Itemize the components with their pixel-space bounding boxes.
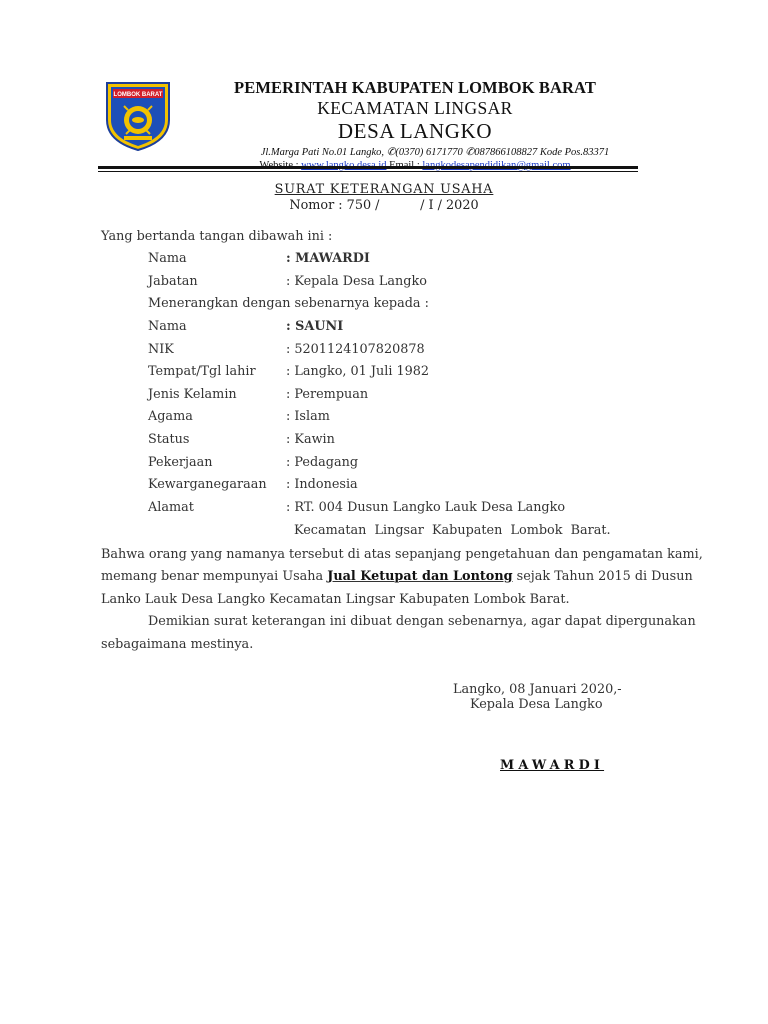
signature-place-date: Langko, 08 Januari 2020,- xyxy=(453,682,622,697)
body-line-1: Bahwa orang yang namanya tersebut di atas sepanjang pengetahuan dan pengamatan kami, xyxy=(101,547,703,562)
letterhead xyxy=(180,78,650,172)
body-line-4: Demikian surat keterangan ini dibuat dengan sebenarnya, agar dapat dipergunakan xyxy=(148,614,696,629)
body-line-3: Lanko Lauk Desa Langko Kecamatan Lingsar Kabupaten Lombok Barat. xyxy=(101,592,570,607)
subject-label-status: Status xyxy=(148,432,190,447)
body-line-2 xyxy=(101,569,693,584)
subject-label-alamat: Alamat xyxy=(148,500,194,515)
subject-value-status: : Kawin xyxy=(286,432,335,447)
body-line-2-post: sejak Tahun 2015 di Dusun xyxy=(516,569,693,584)
body-line-2-pre: memang benar mempunyai Usaha xyxy=(101,569,324,584)
signer-label-nama: Nama xyxy=(148,251,187,266)
subject-label-pekerjaan: Pekerjaan xyxy=(148,455,213,470)
body-line-5: sebagaimana mestinya. xyxy=(101,637,254,652)
subject-value-nama: : SAUNI xyxy=(286,319,344,334)
signer-value-nama: : MAWARDI xyxy=(286,251,370,266)
signer-label-jabatan: Jabatan xyxy=(148,274,198,289)
subject-label-ttl: Tempat/Tgl lahir xyxy=(148,364,256,379)
subject-value-alamat: : RT. 004 Dusun Langko Lauk Desa Langko xyxy=(286,500,566,515)
document-title: SURAT KETERANGAN USAHA xyxy=(274,182,494,197)
letterhead-line1: PEMERINTAH KABUPATEN LOMBOK BARAT xyxy=(234,78,596,97)
logo-text: LOMBOK BARAT xyxy=(113,92,163,98)
lombok-barat-emblem-icon xyxy=(104,80,172,152)
document-number: Nomor : 750 / / I / 2020 xyxy=(289,198,479,213)
subject-label-kewarganegaraan: Kewarganegaraan xyxy=(148,477,267,492)
subject-label-nik: NIK xyxy=(148,342,174,357)
signature-name: MAWARDI xyxy=(500,758,605,773)
letterhead-rule-thick xyxy=(98,166,638,169)
subject-value-agama: : Islam xyxy=(286,409,330,424)
usaha-name xyxy=(327,569,512,584)
subject-label-agama: Agama xyxy=(148,409,193,424)
intro-text: Yang bertanda tangan dibawah ini : xyxy=(101,229,333,244)
subject-label-nama: Nama xyxy=(148,319,187,334)
subject-value-jenis-kelamin: : Perempuan xyxy=(286,387,369,402)
subject-value-nik: : 5201124107820878 xyxy=(286,342,425,357)
letterhead-line3: DESA LANGKO xyxy=(337,119,493,143)
letterhead-rule-thin xyxy=(98,171,638,172)
signer-value-jabatan: : Kepala Desa Langko xyxy=(286,274,427,289)
signature-position: Kepala Desa Langko xyxy=(470,697,603,712)
subject-value-kewarganegaraan: : Indonesia xyxy=(286,477,358,492)
subject-value-pekerjaan: : Pedagang xyxy=(286,455,359,470)
usaha-name-text: Jual Ketupat dan Lontong xyxy=(327,569,513,584)
letterhead-line2: KECAMATAN LINGSAR xyxy=(317,98,513,118)
menerangkan-text: Menerangkan dengan sebenarnya kepada : xyxy=(148,296,429,311)
letterhead-address: Jl.Marga Pati No.01 Langko, ✆(0370) 6171770 ✆087866108827 Kode Pos.83371 xyxy=(260,147,610,158)
subject-value-ttl: : Langko, 01 Juli 1982 xyxy=(286,364,430,379)
subject-value-alamat-line2: Kecamatan Lingsar Kabupaten Lombok Barat. xyxy=(294,523,611,538)
subject-label-jenis-kelamin: Jenis Kelamin xyxy=(148,387,237,402)
